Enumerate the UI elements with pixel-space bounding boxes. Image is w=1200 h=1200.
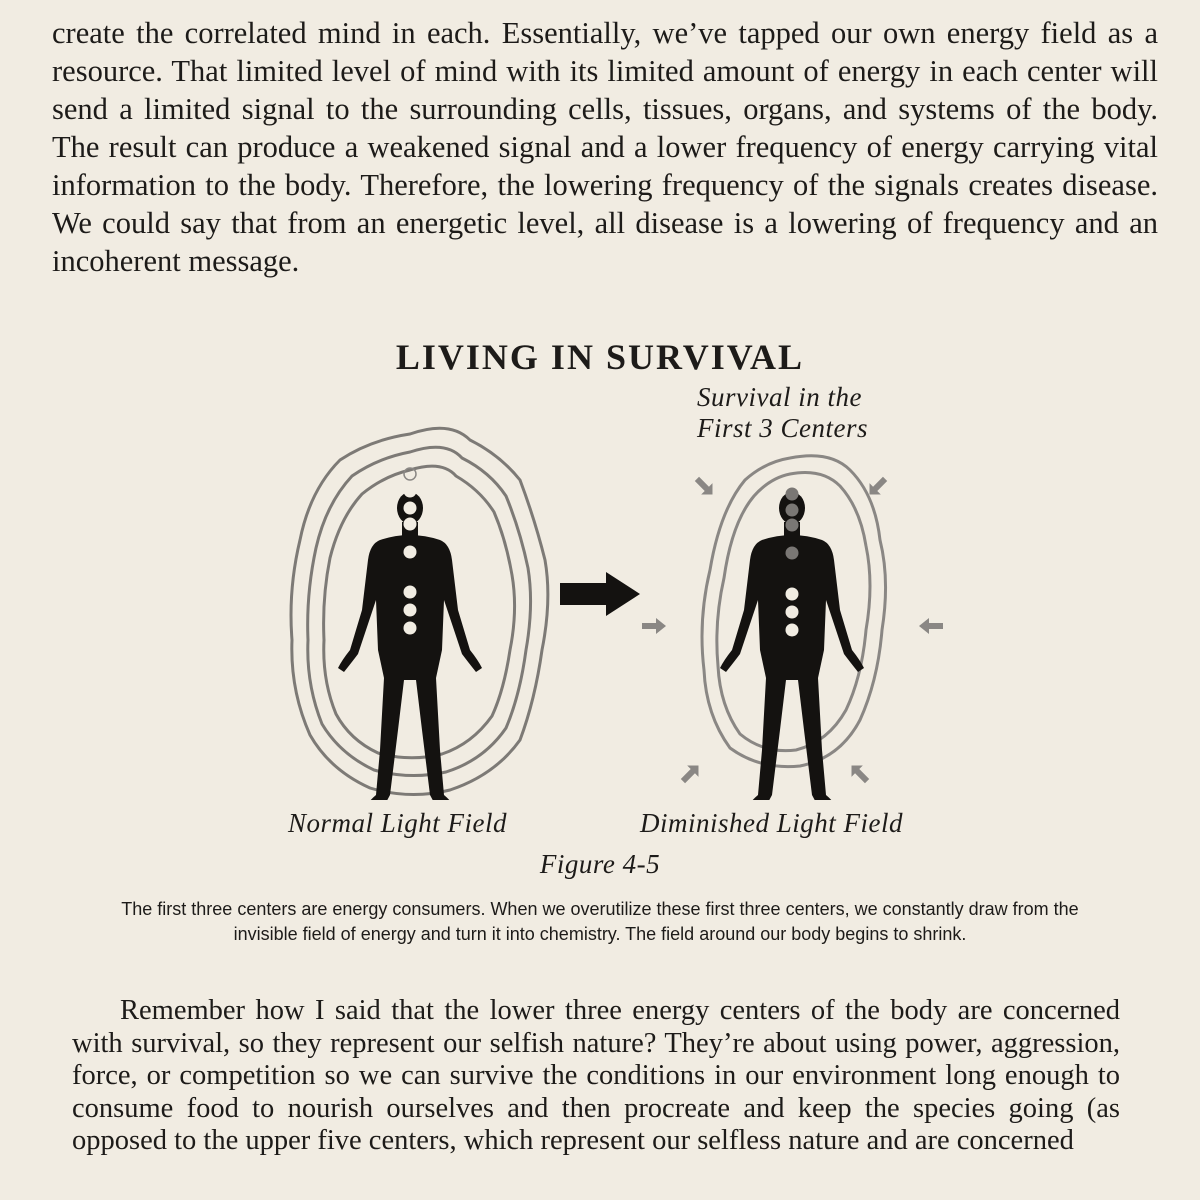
figure-illustration [0,380,1200,800]
figure-number: Figure 4-5 [539,849,661,879]
diminished-field-label: Diminished Light Field [640,808,903,838]
survival-label-line2: First 3 Centers [697,413,869,443]
transition-arrow [560,572,640,616]
normal-field-label: Normal Light Field [288,808,508,838]
figure-title: LIVING IN SURVIVAL [395,337,805,377]
normal-body-silhouette [338,492,482,800]
body-paragraph-top: create the correlated mind in each. Essentially, we’ve tapped our own energy field as a resource. That limited level of mind with its limited amount of energy in each center will send a limited signal to the surrounding cells, tissues, organs, and systems of the body. The result can produce a weakened signal and a lower frequency of energy carrying vital information to the body. Therefore, the lowering frequency of the signals creates disease. We could say that from an energetic level, all disease is a lowering of frequency and an incoherent message. [52,16,1158,278]
survival-label-line1: Survival in the [697,382,862,412]
pressure-arrow-right [919,618,943,634]
normal-energy-centers [404,468,417,635]
body-paragraph-bottom: Remember how I said that the lower three energy centers of the body are concerned with survival, so they represent our selfish nature? They’re about using power, aggression, force, or competition so we can survive the conditions in our environment long enough to consume food to nourish ourselves and then procreate and keep the species going (as opposed to the upper five centers, which represent our selfless nature and are concerned [72,995,1120,1156]
pressure-arrow-top-left [691,473,718,500]
pressure-arrow-bottom-left [677,760,704,787]
pressure-arrow-left [642,618,666,634]
pressure-arrow-bottom-right [846,760,873,787]
figure-caption: The first three centers are energy consumers. When we overutilize these first three centers, we constantly draw from the invisible field of energy and turn it into chemistry. The field around our body begins to shrink. [121,899,1079,944]
